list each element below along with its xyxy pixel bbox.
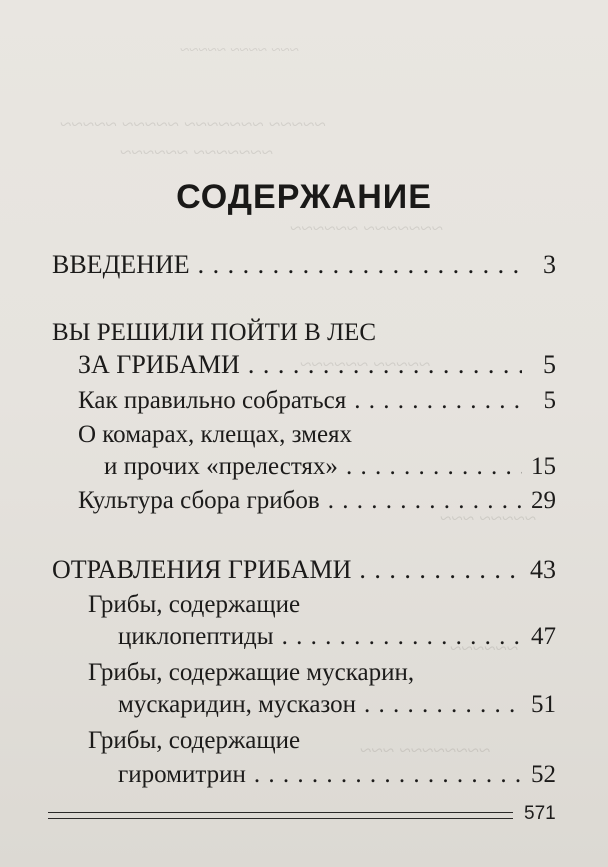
bleed-through-texture: ~~~~~~~ ~~~~~~ — [290, 216, 443, 240]
toc-title: СОДЕРЖАНИЕ — [176, 178, 432, 216]
leader-dots — [359, 555, 522, 585]
toc-entry-label-line1[interactable]: ВЫ РЕШИЛИ ПОЙТИ В ЛЕС — [52, 319, 376, 346]
toc-entry-label: Как правильно собраться — [78, 387, 347, 414]
leader-dots — [354, 386, 522, 416]
toc-entry-muscarine[interactable] — [118, 690, 556, 720]
toc-entry-label-line2: мускаридин, мусказон — [118, 691, 357, 718]
leader-dots — [198, 250, 522, 280]
bleed-through-texture: ~~~~~~ — [450, 636, 519, 660]
footer-rule-top — [48, 812, 513, 813]
toc-entry-page: 52 — [531, 761, 556, 788]
leader-dots — [248, 350, 522, 380]
bleed-through-texture: ~~~~~ ~~~~~~~ ~~~~~ ~~~~~ — [60, 112, 326, 136]
toc-entry-page: 51 — [531, 691, 556, 718]
toc-entry-into-the-forest[interactable] — [78, 350, 556, 380]
toc-entry-mosquitoes-ticks[interactable] — [104, 452, 556, 482]
toc-entry-page: 15 — [531, 453, 556, 480]
toc-entry-gyromitrin[interactable] — [118, 760, 556, 790]
toc-entry-label-line1[interactable]: О комарах, клещах, змеях — [78, 421, 353, 448]
toc-entry-introduction[interactable] — [52, 250, 556, 280]
toc-entry-picking-culture[interactable] — [78, 486, 556, 516]
bleed-through-texture: ~~~~~ ~~~~~~ — [300, 352, 431, 376]
toc-entry-label-line1[interactable]: Грибы, содержащие — [88, 591, 301, 618]
toc-entry-label-line2: и прочих «прелестях» — [104, 453, 338, 480]
toc-entry-how-to-prepare[interactable] — [78, 386, 556, 416]
bleed-through-texture: ~~~ ~~~~ ~~~~~ — [180, 40, 299, 59]
toc-entry-label-line2: гиромитрин — [118, 761, 246, 788]
toc-entry-page: 43 — [530, 555, 556, 584]
page-number: 571 — [524, 803, 556, 824]
toc-entry-label-line2: ЗА ГРИБАМИ — [78, 350, 240, 379]
toc-entry-label: Культура сбора грибов — [78, 487, 320, 514]
footer-rule-bottom — [48, 818, 513, 819]
leader-dots — [328, 486, 522, 516]
toc-entry-label: ОТРАВЛЕНИЯ ГРИБАМИ — [52, 555, 352, 584]
leader-dots — [254, 760, 522, 790]
toc-entry-mushroom-poisoning[interactable] — [52, 555, 556, 585]
toc-entry-label-line2: циклопептиды — [118, 623, 274, 650]
bleed-through-texture: ~~~~~ ~~~ — [440, 506, 537, 530]
toc-entry-page: 5 — [543, 350, 556, 379]
leader-dots — [282, 622, 522, 652]
toc-entry-page: 29 — [531, 487, 556, 514]
toc-entry-page: 5 — [543, 387, 556, 414]
toc-entry-label-line1[interactable]: Грибы, содержащие — [88, 727, 301, 754]
bleed-through-texture: ~~~~~~~ ~~~~~~ — [120, 140, 273, 164]
toc-entry-page: 47 — [531, 623, 556, 650]
toc-entry-cyclopeptides[interactable] — [118, 622, 556, 652]
toc-entry-label-line1[interactable]: Грибы, содержащие мускарин, — [88, 659, 415, 686]
toc-entry-page: 3 — [543, 250, 556, 279]
leader-dots — [364, 690, 522, 720]
bleed-through-texture: ~~~~~~~~ ~~~ — [360, 738, 491, 762]
leader-dots — [346, 452, 522, 482]
toc-entry-label: ВВЕДЕНИЕ — [52, 250, 190, 279]
